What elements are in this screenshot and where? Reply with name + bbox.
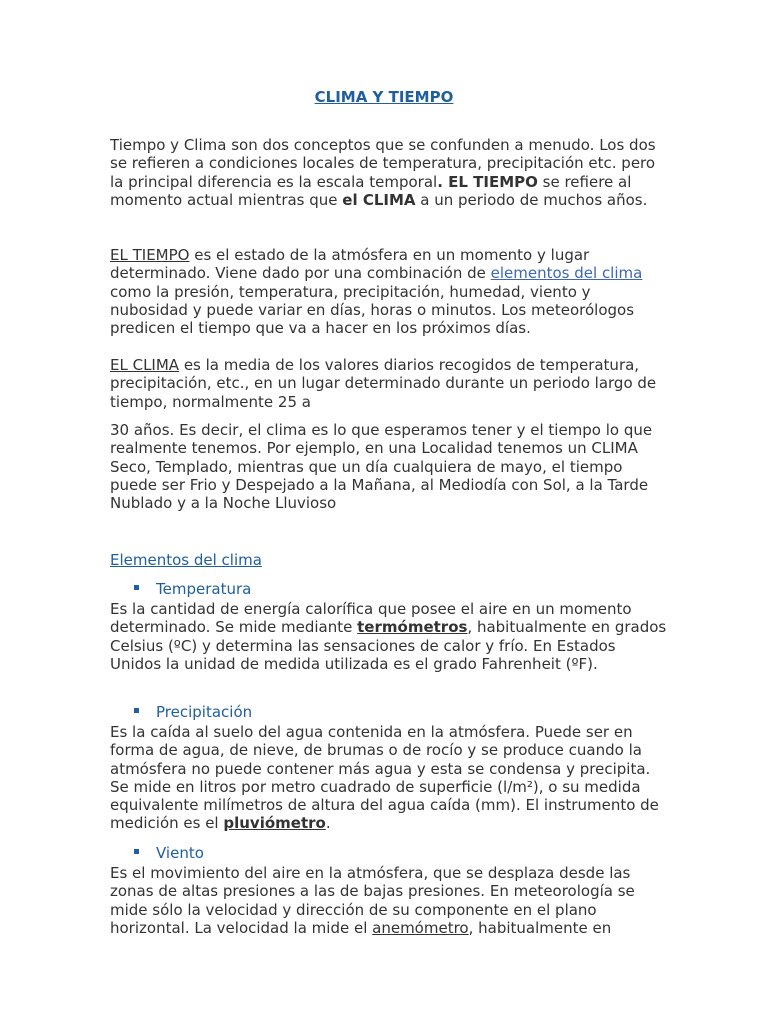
pluviometro-link[interactable]: pluviómetro bbox=[223, 814, 326, 833]
temperatura-text-1: Es la cantidad de energía calorífica que posee el aire en un momento determinado. Se mide mediante bbox=[110, 600, 632, 637]
anemometro-link[interactable]: anemómetro bbox=[372, 918, 469, 937]
intro-text-1: Tiempo y Clima son dos conceptos que se confunden a menudo. Los dos se refieren a condiciones locales de temperatura, precipitación etc. pero la principal diferencia es la escala temporal bbox=[110, 136, 656, 191]
bullet-temperatura bbox=[134, 580, 251, 598]
intro-el-tiempo: . EL TIEMPO bbox=[437, 172, 538, 191]
tiempo-text-2: como la presión, temperatura, precipitación, humedad, viento y nubosidad y puede variar en días, horas o minutos. Los meteorólogos predicen el tiempo que va a hacer en los próximos días. bbox=[110, 282, 635, 338]
clima-term: EL CLIMA bbox=[110, 356, 180, 374]
bullet-square-icon bbox=[134, 585, 139, 590]
viento-text-2: , habitualmente en bbox=[468, 918, 612, 937]
elementos-heading-link[interactable]: Elementos del clima bbox=[110, 551, 262, 569]
intro-el-clima: el CLIMA bbox=[342, 190, 416, 209]
intro-text-3: a un periodo de muchos años. bbox=[415, 190, 648, 209]
precipitacion-text-2: . bbox=[325, 814, 331, 833]
page-title: CLIMA Y TIEMPO bbox=[314, 88, 454, 106]
temperatura-paragraph bbox=[110, 600, 670, 673]
tiempo-term: EL TIEMPO bbox=[110, 246, 190, 264]
precipitacion-label: Precipitación bbox=[156, 703, 253, 721]
viento-label: Viento bbox=[156, 844, 204, 862]
tiempo-paragraph bbox=[110, 246, 670, 337]
intro-text-2: se refiere al momento actual mientras que bbox=[110, 172, 632, 209]
intro-paragraph bbox=[110, 136, 670, 209]
elementos-heading[interactable] bbox=[110, 551, 670, 569]
precipitacion-paragraph bbox=[110, 723, 670, 833]
clima-continuation-paragraph: 30 años. Es decir, el clima es lo que esperamos tener y el tiempo lo que realmente tenemos. Por ejemplo, en una Localidad tenemos un CLIMA Seco, Templado, mientras que un día cualquiera de mayo, el tiempo puede ser Frio y Despejado a la Mañana, al Mediodía con Sol, a la Tarde Nublado y a la Noche Lluvioso bbox=[110, 421, 653, 513]
bullet-square-icon bbox=[134, 849, 139, 854]
viento-text-1: Es el movimiento del aire en la atmósfera, que se desplaza desde las zonas de altas presiones a las de bajas presiones. En meteorología se mide sólo la velocidad y dirección de su componente en el plano horizontal. La velocidad la mide el bbox=[110, 864, 635, 937]
tiempo-text-1: es el estado de la atmósfera en un momento y lugar determinado. Viene dado por una combinación de bbox=[110, 246, 590, 283]
bullet-square-icon bbox=[134, 708, 139, 713]
temperatura-text-2: , habitualmente en grados Celsius (ºC) y determina las sensaciones de calor y frío. En Estados Unidos la unidad de medida utilizada es el grado Fahrenheit (ºF). bbox=[110, 618, 667, 673]
elementos-del-clima-link[interactable]: elementos del clima bbox=[490, 264, 643, 283]
viento-paragraph bbox=[110, 864, 670, 937]
bullet-viento bbox=[134, 844, 204, 862]
termometros-link[interactable]: termómetros bbox=[357, 618, 468, 637]
precipitacion-text-1: Es la caída al suelo del agua contenida en la atmósfera. Puede ser en forma de agua, de nieve, de brumas o de rocío y se produce cuando la atmósfera no puede contener más agua y esta se condensa y precipita. Se mide en litros por metro cuadrado de superficie (l/m²), o su medida equivalente milímetros de altura del agua caída (mm). El instrumento de medición es el bbox=[110, 723, 659, 833]
clima-text-1: es la media de los valores diarios recogidos de temperatura, precipitación, etc., en un lugar determinado durante un periodo largo de tiempo, normalmente 25 a bbox=[110, 356, 657, 411]
temperatura-label: Temperatura bbox=[156, 580, 252, 598]
bullet-precipitacion bbox=[134, 703, 252, 721]
clima-paragraph bbox=[110, 356, 670, 411]
